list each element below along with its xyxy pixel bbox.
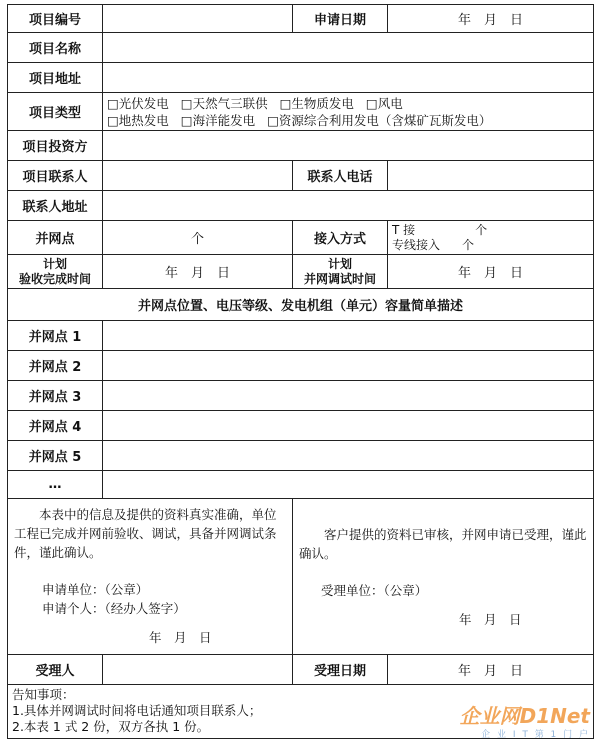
grid-point-5-label: 并网点 5 [8, 441, 103, 471]
grid-point-5-field[interactable] [103, 441, 594, 471]
project-type-label: 项目类型 [8, 93, 103, 131]
grid-point-4-label: 并网点 4 [8, 411, 103, 441]
receive-date-label: 受理日期 [293, 655, 388, 685]
declaration-left [8, 499, 293, 655]
project-address-field[interactable] [103, 63, 594, 93]
plan-test-label-line2: 并网调试时间 [303, 271, 376, 286]
apply-date-label: 申请日期 [293, 5, 388, 33]
grid-points-field[interactable] [103, 221, 293, 255]
project-type-row-1 [107, 95, 589, 112]
row-project-type [8, 93, 594, 131]
row-grid-point-5 [8, 441, 594, 471]
project-contact-label: 项目联系人 [8, 161, 103, 191]
grid-point-3-field[interactable] [103, 381, 594, 411]
contact-phone-field[interactable] [388, 161, 594, 191]
watermark-subtitle: 企 业 I T 第 1 门 户 [481, 730, 590, 740]
grid-point-3-label: 并网点 3 [8, 381, 103, 411]
project-type-row-2 [107, 112, 589, 129]
row-receiver [8, 655, 594, 685]
notes-title: 告知事项： [12, 687, 75, 702]
row-project-address [8, 63, 594, 93]
project-name-field[interactable] [103, 33, 594, 63]
row-contact-address [8, 191, 594, 221]
type-option-wind[interactable]: □风电 [365, 95, 403, 111]
grid-point-more-label: … [8, 471, 103, 499]
description-header: 并网点位置、电压等级、发电机组（单元）容量简单描述 [8, 289, 594, 321]
type-option-gas-cchp[interactable]: □天然气三联供 [180, 95, 268, 111]
declaration-left-text: 本表中的信息及提供的资料真实准确，单位工程已完成并网前验收、调试，具备并网调试条件，谨此确认。 [14, 507, 277, 560]
type-option-resource-recycling[interactable]: □资源综合利用发电（含煤矿瓦斯发电） [267, 112, 492, 128]
declaration-right-date: 年 月 日 [459, 612, 522, 627]
contact-address-field[interactable] [103, 191, 594, 221]
receiver-label: 受理人 [8, 655, 103, 685]
plan-test-date[interactable]: 年 月 日 [388, 255, 594, 289]
project-no-label: 项目编号 [8, 5, 103, 33]
site-watermark [460, 705, 590, 740]
row-grid-point-2 [8, 351, 594, 381]
notes-item-1: 1.具体并网调试时间将电话通知项目联系人； [12, 703, 262, 718]
project-address-label: 项目地址 [8, 63, 103, 93]
project-no-field[interactable] [103, 5, 293, 33]
receive-date-field[interactable]: 年 月 日 [388, 655, 594, 685]
grid-point-1-field[interactable] [103, 321, 594, 351]
contact-phone-label: 联系人电话 [293, 161, 388, 191]
row-project-investor [8, 131, 594, 161]
applicant-person: 申请个人：（经办人签字） [42, 601, 186, 616]
project-investor-field[interactable] [103, 131, 594, 161]
plan-accept-label [8, 255, 103, 289]
row-project-no [8, 5, 594, 33]
access-t-line [392, 223, 589, 238]
row-grid-points [8, 221, 594, 255]
row-grid-point-more [8, 471, 594, 499]
declaration-left-date: 年 月 日 [149, 630, 212, 645]
notes-item-2: 2.本表 1 式 2 份，双方各执 1 份。 [12, 719, 210, 734]
grid-point-2-label: 并网点 2 [8, 351, 103, 381]
row-grid-point-1 [8, 321, 594, 351]
plan-accept-label-line1: 计划 [42, 256, 67, 271]
project-name-label: 项目名称 [8, 33, 103, 63]
receiver-unit: 受理单位：（公章） [321, 583, 428, 598]
row-project-name [8, 33, 594, 63]
project-contact-field[interactable] [103, 161, 293, 191]
grid-point-4-field[interactable] [103, 411, 594, 441]
type-option-biomass[interactable]: □生物质发电 [279, 95, 354, 111]
row-declarations [8, 499, 594, 655]
plan-accept-label-line2: 验收完成时间 [18, 271, 91, 286]
grid-points-label: 并网点 [8, 221, 103, 255]
grid-point-1-label: 并网点 1 [8, 321, 103, 351]
type-option-solar[interactable]: □光伏发电 [107, 95, 169, 111]
access-dedicated-line [392, 238, 589, 253]
plan-test-label [293, 255, 388, 289]
project-type-options [103, 93, 594, 131]
grid-application-form [7, 4, 594, 739]
access-dedicated-label: 专线接入 [392, 237, 441, 252]
row-grid-point-4 [8, 411, 594, 441]
access-dedicated-unit: 个 [462, 237, 475, 252]
project-investor-label: 项目投资方 [8, 131, 103, 161]
access-t-unit: 个 [475, 222, 488, 237]
apply-date-field[interactable]: 年 月 日 [388, 5, 594, 33]
declaration-right-text: 客户提供的资料已审核，并网申请已受理，谨此确认。 [299, 527, 587, 561]
row-plan-times [8, 255, 594, 289]
type-option-ocean[interactable]: □海洋能发电 [180, 112, 256, 128]
access-mode-field[interactable] [388, 221, 594, 255]
contact-address-label: 联系人地址 [8, 191, 103, 221]
grid-point-2-field[interactable] [103, 351, 594, 381]
row-grid-point-3 [8, 381, 594, 411]
type-option-geothermal[interactable]: □地热发电 [107, 112, 169, 128]
declaration-right [293, 499, 594, 655]
access-mode-label: 接入方式 [293, 221, 388, 255]
row-project-contact [8, 161, 594, 191]
grid-points-unit: 个 [190, 232, 204, 247]
row-description-header [8, 289, 594, 321]
plan-accept-date[interactable]: 年 月 日 [103, 255, 293, 289]
access-t-label: T 接 [392, 222, 416, 237]
applicant-unit: 申请单位：（公章） [42, 582, 149, 597]
plan-test-label-line1: 计划 [327, 256, 352, 271]
receiver-field[interactable] [103, 655, 293, 685]
grid-point-more-field[interactable] [103, 471, 594, 499]
watermark-brand: 企业网D1Net [459, 704, 590, 728]
